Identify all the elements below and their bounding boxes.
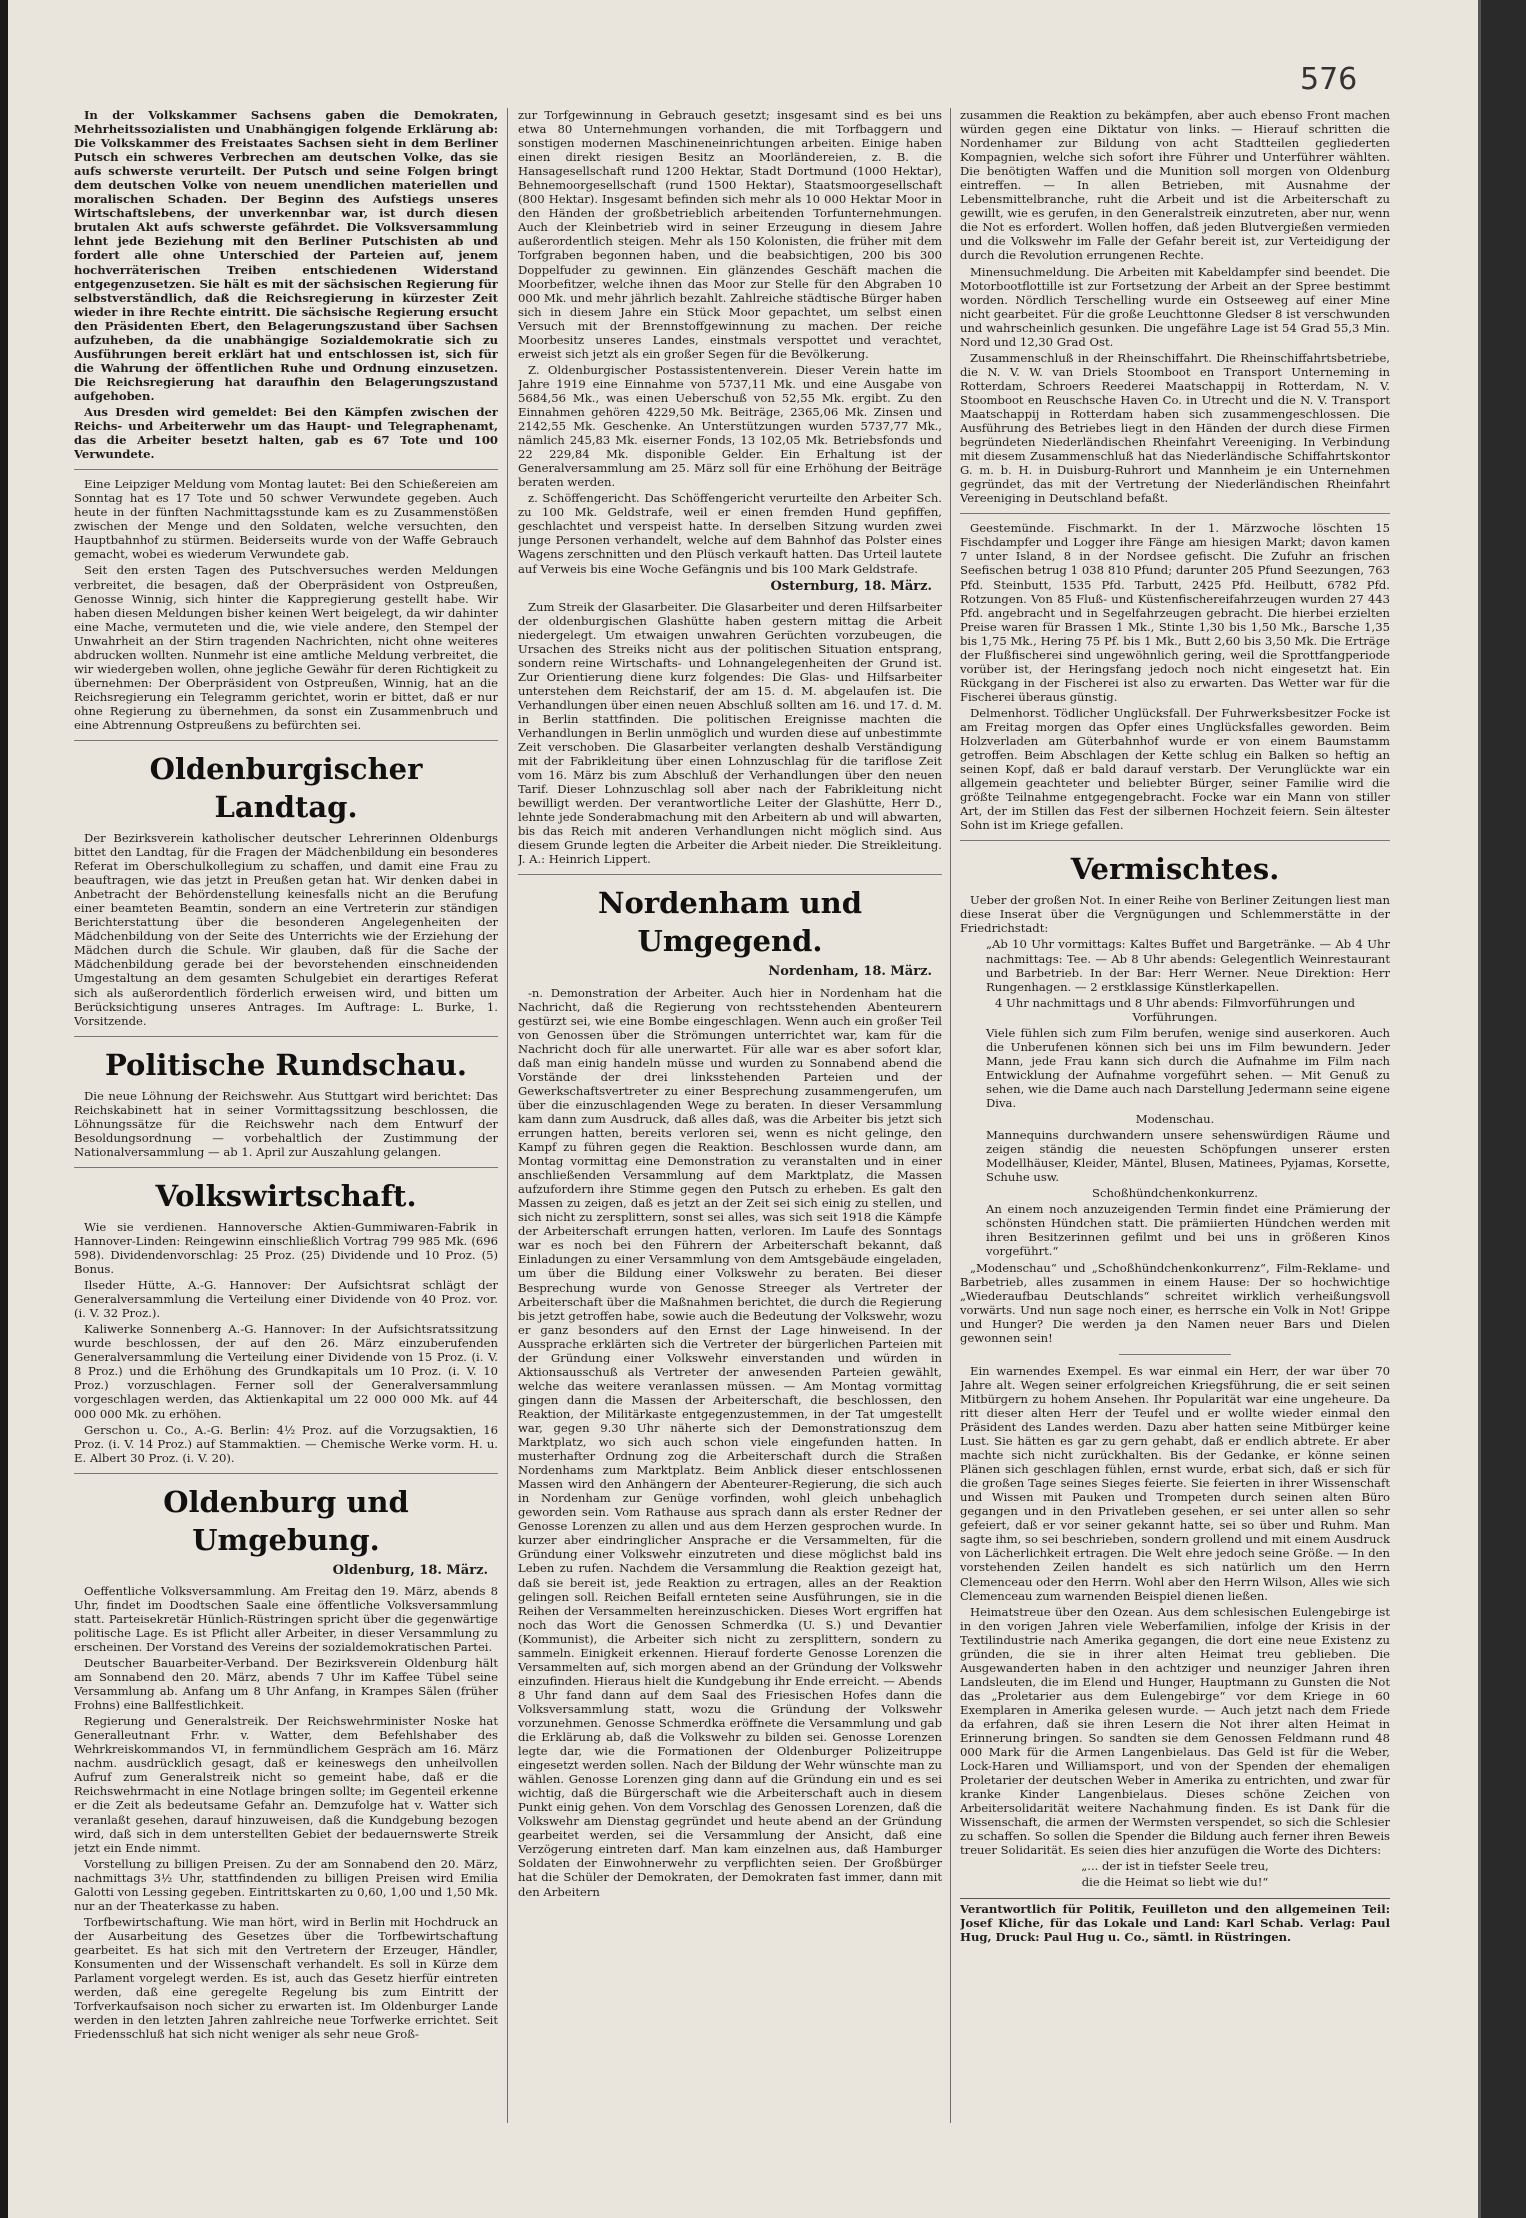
quoted-ad-heading: Schoßhündchenkonkurrenz. <box>1092 1186 1258 1201</box>
imprint: Verantwortlich für Politik, Feuilleton und den allgemeinen Teil: Josef Kliche, für das Lokale und Land: Karl Schab. Verlag: Paul Hug, Druck: Paul Hug u. Co., sämtl. in Rüstringen. <box>960 1898 1390 1944</box>
article-text: Der Bezirksverein katholischer deutscher Lehrerinnen Oldenburgs bittet den Landtag, für die Fragen der Mädchenbildung ein besonderes Referat im Oberschulkollegium zu schaffen, und damit eine Frau zu beauftragen, wie das jetzt in Preußen getan hat. Wir denken dabei in Anbetracht der Behördenstellung keinesfalls nicht an die Berufung einer beamteten Beamtin, sondern an eine Vertreterin zur ständigen Berichterstattung über die besonderen Angelegenheiten der Mädchenbildung von der Seite des Unterrichts wie der Erziehung der Mädchen durch die Schule. Wir glauben, daß für die Sache der Mädchenbildung gerade bei der bevorstehenden einschneidenden Umgestaltung an dem gesamten Schulgebiet ein derartiges Referat sich als außerordentlich förderlich erweisen wird, und bitten um Berücksichtigung unseres Antrages. Im Auftrage: L. Burke, 1. Vorsitzende. <box>74 831 498 1028</box>
column-2 <box>518 108 942 1901</box>
divider <box>518 874 942 875</box>
article-text: -n. Demonstration der Arbeiter. Auch hier in Nordenham hat die Nachricht, daß die Regierung von rechtsstehenden Abenteurern gestürzt sei, wie eine Bombe eingeschlagen. Wenn auch ein großer Teil von Genossen über die Strömungen unterrichtet war, kam für die Nachricht doch für alle unerwartet. Für alle war es aber sofort klar, daß man einig handeln müsse und wurden zu Sonnabend abend die Vorstände der drei linksstehenden Parteien und der Gewerkschaftsvertreter zu einer Besprechung zusammengerufen, um über die einzuschlagenden Wege zu beraten. In dieser Versammlung kam dann zum Ausdruck, daß alles daß, was die Arbeiter bis jetzt sich errungen hatten, bereits verloren sei, wenn es nicht gelinge, den Kampf zu führen gegen die Reaktion. Beschlossen wurde dann, am Montag vormittag eine Demonstration zu veranstalten und in einer anschließenden Versammlung auf dem Marktplatz, die Massen aufzufordern ihre Stimme gegen den Putsch zu erheben. Es galt den Massen zu zeigen, daß es jetzt an der Zeit sei sich einig zu stellen, und sich nicht zu zersplittern, sonst sei alles, was sich seit 1918 die Kämpfe der Arbeiterschaft errungen hatten, verloren. Im Laufe des Sonntags war es noch bei den Führern der Arbeiterschaft bekannt, daß Einladungen zu einer Versammlung von dem Amtsgebäude eingeladen, um über die Bildung einer Volkswehr zu beraten. Bei dieser Besprechung wurde von Genosse Streeger als Vertreter der Arbeiterschaft über die Maßnahmen berichtet, die durch die Regierung bis jetzt getroffen habe, sowie auch die Bedeutung der Volkswehr, wozu er ganz besonders auf den Ernst der Lage hinweisend. In der Aussprache erklärten sich die Vertreter der bürgerlichen Parteien mit der Gründung einer Volkswehr einverstanden und würden in Aktionsausschuß als Vertreter der anwesenden Parteien gewählt, welche das weitere veranlassen müssen. — Am Montag vormittag gingen dann die Massen der Arbeiterschaft, die beschlossen, den Reaktion, der Militärkaste entgegenzustemmen, in der Tat umgestellt war, gegen 9.30 Uhr näherte sich der Demonstrationszug dem Marktplatz, wo sich auch schon viele eingefunden hatten. In musterhafter Ordnung zog die Arbeiterschaft durch die Straßen Nordenhams zum Marktplatz. Beim Anblick dieser entschlossenen Massen wird den Anhängern der Abenteurer-Regierung, die sich auch in Nordenham zur Genüge vorfinden, wohl gleich unbehaglich geworden sein. Vom Rathause aus sprach dann als erster Redner der Genosse Lorenzen zu allen und aus dem Herzen gesprochen wurde. In kurzer aber eindringlicher Ansprache er die Versammelten, für die Gründung einer Volkswehr einzutreten und diese möglichst bald ins Leben zu rufen. Nachdem die Versammlung die Reaktion gezeigt hat, daß sie bereit ist, jede Reaktion zu ertragen, alles an der Reaktion gelingen soll. Reichen Beifall ernteten seine Ausführungen, sie in die Reihen der Versammelten hereinzuschicken. Dieses Wort ergriffen hat noch das Wort die Genossen Schmerdka (U. S.) und Devantier (Kommunist), die Arbeiter sich nicht zu zersplittern, sondern zu sammeln. Einigkeit erkennen. Hierauf forderte Genosse Lorenzen die Versammelten auf, sich morgen abend an der Gründung der Volkswehr einzufinden. Hieraus hielt die Kundgebung ihr Ende erreicht. — Abends 8 Uhr fand dann auf dem Saal des Friesischen Hofes dann die Volksversammlung statt, wozu die Gründung der Volkswehr vorzunehmen. Genosse Schmerdka eröffnete die Versammlung und gab die Erklärung ab, daß die Volkswehr zu bilden sei. Genosse Lorenzen legte dar, wie die Formationen der Oldenburger Polizeitruppe eingesetzt werden sollen. Nach der Bildung der Wehr wünschte man zu wählen. Genosse Lorenzen ging dann auf die Gründung ein und es sei wichtig, daß die Bürgerschaft wie die Arbeiterschaft auch in diesem Punkt einig gehen. Von dem Vorschlag des Genossen Lorenzen, daß die Volkswehr am Dienstag gegründet und heute abend an der Gründung gearbeitet werden, sei die Versammlung der Ansicht, daß eine Verzögerung eintreten darf. Man kam einzelnen aus, daß Hamburger Soldaten der Einwohnerwehr zu verpflichten seien. Der Großbürger hat die Schüler der Demokraten, der Demokraten fast immer, dann mit den Arbeitern <box>518 985 942 1899</box>
article-text: Zusammenschluß in der Rheinschiffahrt. Die Rheinschiffahrtsbetriebe, die N. V. W. van Driels Stoomboot en Transport Unterneming in Rotterdam, Schroers Reederei Maatschappij in Rotterdam, N. V. Stoomboot en Reuschsche Haven Co. in Utrecht und die N. V. Transport Maatschappij in Rotterdam haben sich zusammengeschlossen. Die Ausführung des Betriebes liegt in den Händen der durch diese Firmen begründeten Niederländischen Rheinfahrt Vereeniging. In Verbindung mit diesem Zusammenschluß hat das Niederländische Schiffahrtskontor G. m. b. H. in Duisburg-Ruhrort und Mannheim je ein Unternehmen gegründet, das mit der Vertretung der Niederländischen Rheinfahrt Vereeniging in Deutschland befaßt. <box>960 350 1390 506</box>
dateline: Oldenburg, 18. März. <box>332 1562 488 1578</box>
quoted-ad: „Ab 10 Uhr vormittags: Kaltes Buffet und Bargetränke. — Ab 4 Uhr nachmittags: Tee. — Ab 8 Uhr abends: Gelegentlich Weinrestaurant und Barbetrieb. In der Bar: Herr Werner. Neue Direktion: Herr Rungenhagen. — 2 erstklassige Künstlerkapellen. <box>986 937 1390 994</box>
article-text: Seit den ersten Tagen des Putschversuches werden Meldungen verbreitet, die besagen, daß der Oberpräsident von Ostpreußen, Genosse Winnig, sich hinter die Kappregierung gestellt habe. Wir haben diesen Meldungen bisher keinen Wert beigelegt, da wir dahinter eine Mache, vermuteten und die, wie viele andere, den Stempel der Unwahrheit an der Stirn tragenden Nachrichten, nicht ohne weiteres abdrucken wollten. Nunmehr ist eine amtliche Meldung verbreitet, die wir wiedergeben wollen, ohne jegliche Gewähr für deren Richtigkeit zu übernehmen: Der Oberpräsident von Ostpreußen, Winnig, hat an die Reichsregierung ein Telegramm gerichtet, worin er bittet, daß er nur ohne Regierung zu übernehmen, da sonst ein Zusammenbruch und eine Abtrennung Ostpreußens zu befürchten sei. <box>74 563 498 732</box>
column-3 <box>960 108 1390 1944</box>
article-text: Ueber der großen Not. In einer Reihe von Berliner Zeitungen liest man diese Inserat über die Vergnügungen und Schlemmerstätte in der Friedrichstadt: <box>960 893 1390 936</box>
article-text: Delmenhorst. Tödlicher Unglücksfall. Der Fuhrwerksbesitzer Focke ist am Freitag morgen das Opfer eines Unglücksfalles geworden. Beim Holzverladen am Güterbahnhof wurde er von einem Baumstamm getroffen. Beim Abschlagen der Kette schlug ein Balken so heftig an seinen Kopf, daß er bald darauf verstarb. Der Verunglückte war ein allgemein geachteter und beliebter Bürger, seiner Familie wird die größte Teilnahme entgegengebracht. Focke war ein Mann von stiller Art, der im Stillen das Fest der silbernen Hochzeit feiern. Sein ältester Sohn ist im Kriege gefallen. <box>960 705 1390 833</box>
article-text: Minensuchmeldung. Die Arbeiten mit Kabeldampfer sind beendet. Die Motorbootflottille ist zur Fortsetzung der Arbeit an der Spree bestimmt worden. Nördlich Terschelling wurde ein Ostseeweg auf einer Mine nicht gearbeitet. Für die große Leuchttonne Gledser 8 ist verschwunden und wahrscheinlich gesunken. Die ungefähre Lage ist 54 Grad 55,3 Min. Nord und 12,30 Grad Ost. <box>960 264 1390 349</box>
column-rule <box>507 108 508 2123</box>
section-heading: Oldenburgischer Landtag. <box>149 752 423 825</box>
article-text: Geestemünde. Fischmarkt. In der 1. Märzwoche löschten 15 Fischdampfer und Logger ihre Fänge am hiesigen Markt; davon kamen 7 unter Island, 8 in der Nordsee gefischt. Die Zufuhr an frischen Seefischen betrug 1 038 810 Pfund; darunter 205 Pfund Seezungen, 763 Pfd. Steinbutt, 1535 Pfd. Tarbutt, 2425 Pfd. Heilbutt, 6782 Pfd. Rotzungen. Von 85 Fluß- und Küstenfischereifahrzeugen wurden 27 443 Pfd. angebracht und in Segelfahrzeugen gebracht. Die hierbei erzielten Preise waren für Brassen 1 Mk., Stinte 1,30 bis 1,50 Mk., Barsche 1,35 bis 1,75 Mk., Hering 75 Pf. bis 1 Mk., Butt 2,60 bis 3,50 Mk. Die Erträge der Flußfischerei sind ungewöhnlich gering, weil die Sprottfangperiode vorüber ist, der Heringsfang jedoch noch nicht eingesetzt hat. Ein Rückgang in der Fischerei ist also zu erwarten. Das Wetter war für die Fischerei überaus günstig. <box>960 521 1390 704</box>
page-number: 576 <box>1300 62 1358 97</box>
article-text: Kaliwerke Sonnenberg A.-G. Hannover: In der Aufsichtsratssitzung wurde beschlossen, der auf den 26. März einzuberufenden Generalversammlung die Verteilung einer Dividende von 15 Proz. (i. V. 8 Proz.) und die Erhöhung des Grundkapitals um 10 Proz. (i. V. 10 Proz.) vorzuschlagen. Ferner soll der Generalversammlung vorgeschlagen werden, das Aktienkapital um 22 000 000 Mk. auf 44 000 000 Mk. zu erhöhen. <box>74 1322 498 1421</box>
article-text: Z. Oldenburgischer Postassistentenverein. Dieser Verein hatte im Jahre 1919 eine Einnahme von 5737,11 Mk. und eine Ausgabe von 5684,56 Mk., was einen Ueberschuß von 52,55 Mk. ergibt. Zu den Einnahmen gehören 4229,50 Mk. Beiträge, 2365,06 Mk. Zinsen und 2142,55 Mk. Geschenke. An Unterstützungen wurden 5737,77 Mk., nämlich 245,83 Mk. eiserner Fonds, 13 102,05 Mk. Betriebsfonds und 22 229,84 Mk. disponible Gelder. Ein Erhaltung ist der Generalversammlung am 25. März soll für eine Erhöhung der Beiträge beraten werden. <box>518 362 942 490</box>
article-text: Gerschon u. Co., A.-G. Berlin: 4½ Proz. auf die Vorzugsaktien, 16 Proz. (i. V. 14 Proz.) auf Stammaktien. — Chemische Werke vorm. H. u. E. Albert 30 Proz. (i. V. 20). <box>74 1422 498 1465</box>
divider <box>960 513 1390 514</box>
article-text: Oeffentliche Volksversammlung. Am Freitag den 19. März, abends 8 Uhr, findet im Doodtschen Saale eine öffentliche Volksversammlung statt. Parteisekretär Hünlich-Rüstringen spricht über die gegenwärtige politische Lage. Es ist Pflicht aller Arbeiter, in dieser Versammlung zu erscheinen. Der Vorstand des Vereins der sozialdemokratischen Partei. <box>74 1583 498 1654</box>
article-text: zur Torfgewinnung in Gebrauch gesetzt; insgesamt sind es bei uns etwa 80 Unternehmungen vorhanden, die mit Torfbaggern und sonstigen modernen Maschineneinrichtungen arbeiten. Einige haben einen direkt riesigen Besitz an Moorländereien, z. B. die Hansagesellschaft rund 1200 Hektar, Stadt Dortmund (1000 Hektar), Behnemoorgesellschaft (rund 1500 Hektar), Staatsmoorgesellschaft (800 Hektar). Insgesamt befinden sich mehr als 10 000 Hektar Moor in den Händen der großbetrieblich arbeitenden Torfunternehmungen. Auch der Kleinbetrieb wird in seiner Erzeugung in diesem Jahre außerordentlich steigen. Mehr als 150 Kolonisten, die früher mit dem Torfgraben begonnen haben, und die beabsichtigen, 200 bis 300 Doppelfuder zu gewinnen. Ein glänzendes Geschäft machen die Moorbefitzer, welche ihnen das Moor zur Stelle für den Abgraben 10 000 Mk. und mehr jährlich bezahlt. Zahlreiche städtische Bürger haben sich in diesem Jahre ein Stück Moor gepachtet, um selbst einen Versuch mit der Brennstoffgewinnung zu machen. Der reiche Moorbesitz unseres Landes, einstmals verspottet und verachtet, erweist sich jetzt als ein großer Segen für die Bevölkerung. <box>518 108 942 361</box>
article-text: Torfbewirtschaftung. Wie man hört, wird in Berlin mit Hochdruck an der Ausarbeitung des Gesetzes über die Torfbewirtschaftung gearbeitet. Es hat sich mit den Vertretern der Erzeuger, Händler, Konsumenten und der Wissenschaft verhandelt. Es soll in Kürze dem Parlament vorgelegt werden. Es ist, auch das Gesetz hierfür eintreten werden, daß eine geregelte Regelung bis zum Eintritt der Torfverkaufsaison noch sicher zu erwarten ist. Im Oldenburger Lande werden in den letzten Jahren zahlreiche neue Torfwerke errichtet. Seit Friedensschluß hat sich nicht weniger als sehr neue Groß- <box>74 1914 498 2042</box>
column-rule <box>950 108 951 2123</box>
divider <box>74 1167 498 1168</box>
newspaper-page <box>8 0 1478 2218</box>
quoted-ad: Mannequins durchwandern unsere sehenswürdigen Räume und zeigen ständig die neuesten Schöpfungen unserer ersten Modellhäuser, Kleider, Mäntel, Blusen, Matinees, Pyjamas, Korsette, Schuhe usw. <box>986 1128 1390 1185</box>
quoted-ad-heading: Modenschau. <box>1135 1112 1215 1127</box>
divider <box>74 1473 498 1474</box>
divider <box>74 740 498 741</box>
divider <box>74 469 498 470</box>
poem-line: „... der ist in tiefster Seele treu, <box>1081 1859 1269 1874</box>
article-text: Regierung und Generalstreik. Der Reichswehrminister Noske hat Generalleutnant Frhr. v. Watter, dem Befehlshaber des Wehrkreiskommandos VI, in fernmündlichem Gespräch am 16. März nachm. ausdrücklich gesagt, daß er keineswegs den unheilvollen Aufruf zum Generalstreik nicht so gemeint habe, daß er die Reichswehrmacht in eine Notlage bringen sollte; im Gegenteil erkenne er die Zeit als bedeutsame Gefahr an. Demzufolge hat v. Watter sich veranlaßt gesehen, darauf hinzuweisen, daß die Kundgebung bezogen wird, daß sich in dem unterstellten Gebiet der bedauernswerte Streik jetzt ein Ende nimmt. <box>74 1714 498 1855</box>
article-text: Wie sie verdienen. Hannoversche Aktien-Gummiwaren-Fabrik in Hannover-Linden: Reingewinn einschließlich Vortrag 799 985 Mk. (696 598). Dividendenvorschlag: 25 Proz. (25) Dividende und 10 Proz. (5) Bonus. <box>74 1219 498 1277</box>
article-text: In der Volkskammer Sachsens gaben die Demokraten, Mehrheitssozialisten und Unabhängigen folgende Erklärung ab: Die Volkskammer des Freistaates Sachsen sieht in dem Berliner Putsch ein schweres Verbrechen am deutschen Volke, das sie aufs schwerste verurteilt. Der Putsch und seine Folgen bringt dem deutschen Volke von neuem unendlichen materiellen und moralischen Schaden. Der Beginn des Aufstiegs unseres Wirtschaftslebens, der unverkennbar war, ist durch diesen brutalen Akt aufs schwerste gefährdet. Die Volksversammlung lehnt jede Beziehung mit den Berliner Putschisten ab und fordert alle ohne Unterschied der Parteien auf, jenem hochverräterischen Treiben entschiedenen Widerstand entgegenzusetzen. Sie hält es mit der sächsischen Regierung für selbstverständlich, daß die Reichsregierung in kürzester Zeit wieder in ihre Rechte eintritt. Die sächsische Regierung ersucht den Präsidenten Ebert, den Belagerungszustand über Sachsen aufzuheben, da die unabhängige Sozialdemokratie sich zu Ausführungen bereit erklärt hat und entschlossen ist, sich für die Wahrung der öffentlichen Ruhe und Ordnung einzusetzen. Die Reichsregierung hat daraufhin den Belagerungszustand aufgehoben. <box>74 108 498 403</box>
article-text: Vorstellung zu billigen Preisen. Zu der am Sonnabend den 20. März, nachmittags 3½ Uhr, stattfindenden zu billigen Preisen wird Emilia Galotti von Lessing gegeben. Eintrittskarten zu 0,60, 1,00 und 1,50 Mk. nur an der Theaterkasse zu haben. <box>74 1856 498 1913</box>
article-text: zusammen die Reaktion zu bekämpfen, aber auch ebenso Front machen würden gegen eine Diktatur von links. — Hierauf schritten die Nordenhamer zur Bildung von acht Stadtteilen gegliederten Kompagnien, welche sich sofort ihre Führer und Unterführer wählten. Die benötigten Waffen und die Munition soll morgen von Oldenburg eintreffen. — In allen Betrieben, mit Ausnahme der Lebensmittelbranche, ruht die Arbeit und ist die Arbeiterschaft zu gewillt, wie es gerufen, in den Generalstreik einzutreten, aber nur, wenn die Not es erfordert. Wollen hoffen, daß jeden Blutvergießen vermieden und die Volkswehr im Falle der Gefahr bereit ist, zur Verteidigung der durch die Revolution errungenen Rechte. <box>960 108 1390 263</box>
section-heading: Nordenham und Umgegend. <box>597 886 863 959</box>
dateline: Osternburg, 18. März. <box>770 578 932 594</box>
column-1 <box>74 108 498 2043</box>
divider <box>960 840 1390 841</box>
quoted-ad: Viele fühlen sich zum Film berufen, wenige sind auserkoren. Auch die Unberufenen können sich bei uns im Film bewundern. Jeder Mann, jede Frau kann sich durch die Aufnahme im Film nach Entwicklung der Aufnahme vorgeführt sehen. — Mit Genuß zu sehen, wie die Dame auch nach Darstellung Jedermann seine eigene Diva. <box>986 1025 1390 1110</box>
article-text: z. Schöffengericht. Das Schöffengericht verurteilte den Arbeiter Sch. zu 100 Mk. Geldstrafe, weil er einen fremden Hund gepfiffen, geschlachtet und verspeist hatte. In derselben Sitzung wurden zwei junge Personen verhandelt, welche auf dem Bahnhof das Polster eines Wagens zerschnitten und den Plüsch verkauft hatten. Das Urteil lautete auf Verweis bis eine Woche Gefängnis und bis 100 Mark Geldstrafe. <box>518 491 942 576</box>
article-text: Ilseder Hütte, A.-G. Hannover: Der Aufsichtsrat schlägt der Generalversammlung die Verteilung einer Dividende von 40 Proz. vor. (i. V. 32 Proz.). <box>74 1278 498 1321</box>
section-heading: Oldenburg und Umgebung. <box>163 1484 409 1557</box>
section-heading: Volkswirtschaft. <box>155 1178 417 1213</box>
article-text: Aus Dresden wird gemeldet: Bei den Kämpfen zwischen der Reichs- und Arbeiterwehr um das Haupt- und Telegraphenamt, das die Arbeiter besetzt halten, gab es 67 Tote und 100 Verwundete. <box>74 404 498 462</box>
section-heading: Politische Rundschau. <box>104 1047 468 1082</box>
article-text: Zum Streik der Glasarbeiter. Die Glasarbeiter und deren Hilfsarbeiter der oldenburgischen Glashütte haben gestern mittag die Arbeit niedergelegt. Um etwaigen unwahren Gerüchten vorzubeugen, die Ursachen des Streiks nicht aus der politischen Situation entsprang, sondern reine Wirtschafts- und Lohnangelegenheiten der Grund ist. Zur Orientierung diene kurz folgendes: Die Glas- und Hilfsarbeiter unterstehen dem Reichstarif, der am 15. d. M. abgelaufen ist. Die Verhandlungen über einen neuen Abschluß sollten am 16. und 17. d. M. in Berlin stattfinden. Die politischen Ereignisse machten die Verhandlungen in Berlin unmöglich und wurden diese auf unbestimmte Zeit verschoben. Die Glasarbeiter verlangten deshalb Verständigung mit der Fabrikleitung über einen Lohnzuschlag für die tariflose Zeit vom 16. März bis zum Abschluß der Verhandlungen über den neuen Tarif. Dieser Lohnzuschlag soll aber nach der Fabrikleitung nicht bewilligt werden. Der verantwortliche Leiter der Glashütte, Herr D., lehnte jede Sonderabmachung mit den Arbeitern ab und will abwarten, bis das Reich mit anderen Verhandlungen nicht möglich sind. Aus diesem Grunde legten die Arbeiter die Arbeit nieder. Die Streikleitung. J. A.: Heinrich Lippert. <box>518 599 942 867</box>
divider <box>74 1036 498 1037</box>
article-text: Ein warnendes Exempel. Es war einmal ein Herr, der war über 70 Jahre alt. Wegen seiner erfolgreichen Kriegsführung, die er seit seinen Mitbürgern zu hohem Ansehen. Ihr Popularität war eine ungeheure. Da ritt dieser alten Herr der Teufel und er wollte wieder einmal den Präsident des Landes werden. Dazu aber hatten seine Mitbürger keine Lust. Sie hätten es gar zu gern gehabt, daß er endlich abtrete. Er aber machte sich nicht zurückhalten. Bis der Gedanke, er könne seinen Plänen sich geschlagen fühlen, ernst wurde, erbat sich, daß er sich für die großen Tage seines Sieges feierte. Sie feierten in ihrer Wissenschaft und Wissen mit Pauken und Trompeten durch seinen alten Büro gegangen und in den Privatleben gesehen, er sei unter allen so sehr gefeiert, daß er vor seiner gekannt hatte, sei so über und Ruhm. Man sagte ihm, so sei beschrieben, sondern grollend und mit einem Ausdruck von Lächerlichkeit ertragen. Die Welt ehre jedoch seine Größe. — In den vorstehenden Zeilen handelt es sich natürlich um den Herrn Clemenceau oder den Herrn. Wohl aber den Herrn Wilson, Alles wie sich Clemenceau zum warnenden Beispiel dienen ließen. <box>960 1363 1390 1603</box>
divider <box>1119 1354 1231 1355</box>
article-text: Deutscher Bauarbeiter-Verband. Der Bezirksverein Oldenburg hält am Sonnabend den 20. März, abends 7 Uhr im Kaffee Tübel seine Versammlung ab. Anfang um 8 Uhr Anfang, in Krampes Sälen (früher Frohns) eine Ballfestlichkeit. <box>74 1655 498 1713</box>
section-heading: Vermischtes. <box>1070 852 1280 887</box>
quoted-ad: An einem noch anzuzeigenden Termin findet eine Prämierung der schönsten Hündchen statt. Die prämiierten Hündchen werden mit ihren Besitzerinnen gefilmt und bei uns in größeren Kinos vorgeführt.“ <box>986 1202 1390 1259</box>
dateline: Nordenham, 18. März. <box>768 964 932 980</box>
article-text: Die neue Löhnung der Reichswehr. Aus Stuttgart wird berichtet: Das Reichskabinett hat in seiner Vormittagssitzung beschlossen, die Löhnungssätze für die Reichswehr nach dem Entwurf der Besoldungsordnung — vorbehaltlich der Zustimmung der Nationalversammlung — ab 1. April zur Auszahlung gelangen. <box>74 1088 498 1159</box>
article-text: „Modenschau“ und „Schoßhündchenkonkurrenz“, Film-Reklame- und Barbetrieb, alles zusammen in einem Hause: Der so hochwichtige „Wiederaufbau Deutschlands“ schreitet wirklich verheißungsvoll vorwärts. Und nun sage noch einer, es herrsche ein Volk in Not! Grippe und Hunger? Die werden ja den Namen neuer Bars und Dielen gewonnen sein! <box>960 1260 1390 1345</box>
quoted-ad: 4 Uhr nachmittags und 8 Uhr abends: Filmvorführungen und Vorführungen. <box>994 995 1356 1024</box>
article-text: Eine Leipziger Meldung vom Montag lautet: Bei den Schießereien am Sonntag hat es 17 Tote und 50 schwer Verwundete gegeben. Auch heute in der fünften Nachmittagsstunde kam es zu Zusammenstößen zwischen der Menge und den Soldaten, welche versuchten, den Hauptbahnhof zu stürmen. Beiderseits wurde von der Waffe Gebrauch gemacht, wobei es wiederum Verwundete gab. <box>74 477 498 562</box>
poem-line: die die Heimat so liebt wie du!“ <box>1081 1875 1269 1890</box>
article-text: Heimatstreue über den Ozean. Aus dem schlesischen Eulengebirge ist in den vorigen Jahren viele Weberfamilien, infolge der Krisis in der Textilindustrie nach Amerika gegangen, die dort eine neue Existenz zu gründen, die sie in ihrer alten Heimat treu geblieben. Die Ausgewanderten haben in den achtziger und neunziger Jahren ihren Landsleuten, die im Elend und Hunger, Hauptmann zu Gunsten die Not das „Proletarier aus dem Eulengebirge“ vor dem Kriege in 60 Exemplaren in Amerika gelesen wurde. — Auch jetzt nach dem Friede da erfahren, daß sie ihren Lesern die Not ihrer alten Heimat in Erinnerung bringen. So sandten sie dem Genossen Feldmann rund 48 000 Mark für die Armen Langenbielaus. Das Geld ist für die Weber, Lock-Haren und Williamsport, und von der Spenden der ehemaligen Proletarier der deutschen Weber in Amerika zu entrichten, und zwar für kranke Kinder Langenbielaus. Dieses schöne Zeichen von Arbeitersolidarität weitere Nachahmung finden. Es ist Dank für die Wissenschaft, die armen der Wermsten verspendet, so sich die Schlesier zu schaffen. So sollen die Spender die Bildung auch ferner ihren Beweis treuer Solidarität. Es seien dies hier anzufügen die Worte des Dichters: <box>960 1604 1390 1858</box>
book-binding <box>1478 0 1526 2218</box>
